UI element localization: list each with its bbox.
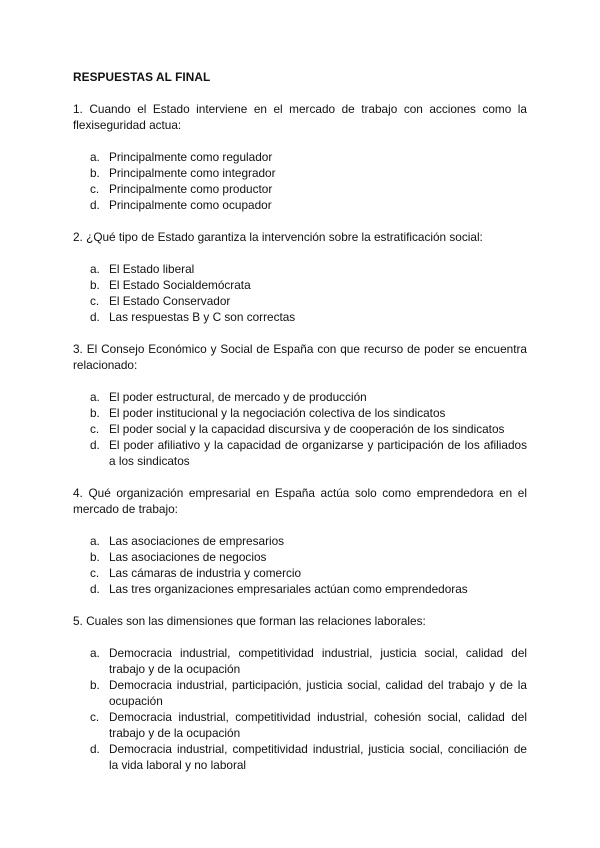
option-list <box>73 645 527 773</box>
question-4 <box>73 485 527 597</box>
question-text: 4. Qué organización empresarial en España actúa solo como emprendedora en el mercado de trabajo: <box>73 486 527 516</box>
option-text: Democracia industrial, participación, justicia social, calidad del trabajo y de la ocupación <box>109 678 527 708</box>
option-text: Las tres organizaciones empresariales actúan como emprendedoras <box>109 582 468 596</box>
option-a <box>73 645 527 677</box>
option-b <box>73 549 527 565</box>
option-list <box>73 149 527 213</box>
option-text: El Estado Socialdemócrata <box>109 278 251 292</box>
option-text: Las cámaras de industria y comercio <box>109 566 302 580</box>
question-3 <box>73 341 527 469</box>
option-list <box>73 389 527 469</box>
option-text: Principalmente como regulador <box>109 150 273 164</box>
option-letter: b. <box>90 166 100 180</box>
option-text: Las asociaciones de empresarios <box>109 534 285 548</box>
option-list <box>73 533 527 597</box>
question-text: 3. El Consejo Económico y Social de España con que recurso de poder se encuentra relacionado: <box>73 342 527 372</box>
option-c <box>73 565 527 581</box>
option-c <box>73 709 527 741</box>
option-b <box>73 277 527 293</box>
document-content <box>73 69 527 789</box>
option-text: Las asociaciones de negocios <box>109 550 267 564</box>
option-c <box>73 181 527 197</box>
question-5 <box>73 613 527 773</box>
option-text: Las respuestas B y C son correctas <box>109 310 296 324</box>
option-letter: c. <box>90 422 100 436</box>
question-1 <box>73 101 527 213</box>
option-letter: d. <box>90 310 100 324</box>
option-text: El poder afiliativo y la capacidad de organizarse y participación de los afiliados a los sindicatos <box>109 438 527 468</box>
option-text: Principalmente como integrador <box>109 166 276 180</box>
option-text: Democracia industrial, competitividad industrial, justicia social, calidad del trabajo y de la ocupación <box>109 646 527 676</box>
option-text: El Estado Conservador <box>109 294 231 308</box>
question-2 <box>73 229 527 325</box>
option-b <box>73 165 527 181</box>
option-d <box>73 581 527 597</box>
option-letter: c. <box>90 710 100 724</box>
option-letter: c. <box>90 566 100 580</box>
option-letter: a. <box>90 534 100 548</box>
option-a <box>73 389 527 405</box>
option-letter: b. <box>90 678 100 692</box>
option-letter: b. <box>90 406 100 420</box>
option-letter: b. <box>90 550 100 564</box>
option-letter: d. <box>90 742 100 756</box>
option-text: El Estado liberal <box>109 262 195 276</box>
option-b <box>73 677 527 709</box>
option-c <box>73 421 527 437</box>
option-letter: d. <box>90 198 100 212</box>
option-letter: a. <box>90 646 100 660</box>
option-d <box>73 197 527 213</box>
option-d <box>73 309 527 325</box>
option-text: Principalmente como productor <box>109 182 273 196</box>
option-text: Democracia industrial, competitividad industrial, justicia social, conciliación de la vida laboral y no laboral <box>109 742 527 772</box>
option-a <box>73 533 527 549</box>
option-a <box>73 149 527 165</box>
option-text: El poder estructural, de mercado y de producción <box>109 390 367 404</box>
option-letter: a. <box>90 262 100 276</box>
question-text: 5. Cuales son las dimensiones que forman las relaciones laborales: <box>73 614 426 628</box>
question-text: 1. Cuando el Estado interviene en el mercado de trabajo con acciones como la flexiseguridad actua: <box>73 102 527 132</box>
option-d <box>73 741 527 773</box>
question-text: 2. ¿Qué tipo de Estado garantiza la intervención sobre la estratificación social: <box>73 230 483 244</box>
option-text: Democracia industrial, competitividad industrial, cohesión social, calidad del trabajo y de la ocupación <box>109 710 527 740</box>
option-c <box>73 293 527 309</box>
option-text: El poder institucional y la negociación colectiva de los sindicatos <box>109 406 446 420</box>
option-letter: d. <box>90 438 100 452</box>
option-letter: b. <box>90 278 100 292</box>
option-letter: a. <box>90 150 100 164</box>
option-letter: a. <box>90 390 100 404</box>
option-a <box>73 261 527 277</box>
option-d <box>73 437 527 469</box>
page-title: RESPUESTAS AL FINAL <box>73 70 211 84</box>
option-b <box>73 405 527 421</box>
option-text: Principalmente como ocupador <box>109 198 272 212</box>
option-letter: c. <box>90 294 100 308</box>
option-letter: c. <box>90 182 100 196</box>
option-letter: d. <box>90 582 100 596</box>
option-list <box>73 261 527 325</box>
option-text: El poder social y la capacidad discursiva y de cooperación de los sindicatos <box>109 422 505 436</box>
